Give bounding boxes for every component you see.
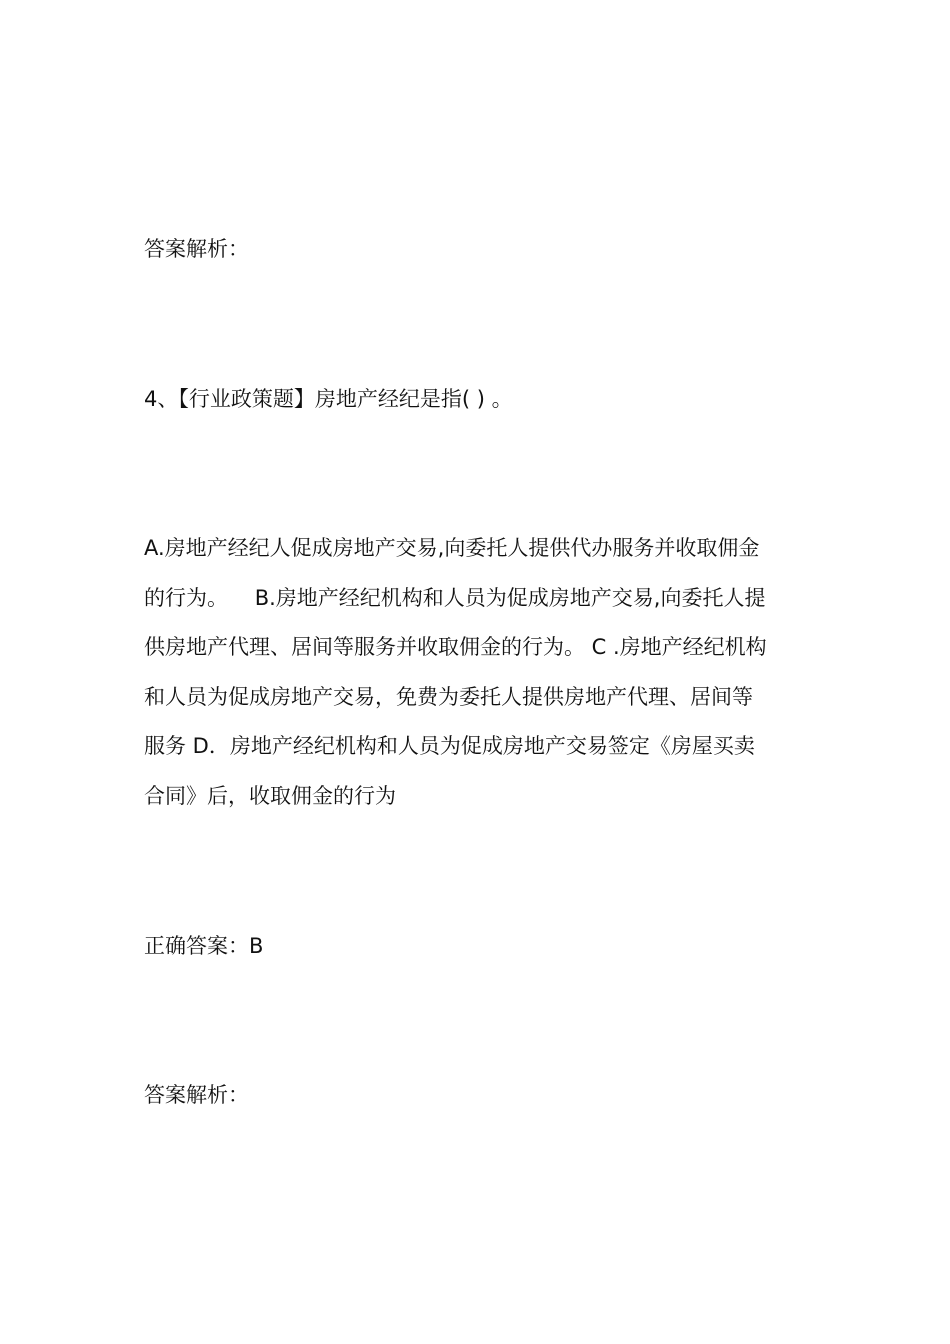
answer-analysis-text: 答案解析： <box>144 237 249 261</box>
options-line-5: 服务 D．房地产经纪机构和人员为促成房地产交易签定《房屋买卖 <box>144 734 755 758</box>
question-stem <box>144 375 809 425</box>
options-line-6: 合同》后，收取佣金的行为 <box>144 783 396 808</box>
options-line-1: A.房地产经纪人促成房地产交易,向委托人提供代办服务并收取佣金 <box>144 536 760 560</box>
correct-answer <box>144 922 809 972</box>
answer-analysis-text-second: 答案解析： <box>144 1083 249 1107</box>
correct-answer-text: 正确答案：B <box>144 934 264 958</box>
options-line-2: 的行为。 B.房地产经纪机构和人员为促成房地产交易,向委托人提 <box>144 585 766 610</box>
answer-options <box>144 524 809 821</box>
answer-analysis-label <box>144 225 809 275</box>
question-text: 4、【行业政策题】房地产经纪是指( ) 。 <box>144 387 513 411</box>
options-line-3: 供房地产代理、居间等服务并收取佣金的行为。 C .房地产经纪机构 <box>144 635 767 659</box>
answer-analysis-label-second <box>144 1071 809 1121</box>
options-line-4: 和人员为促成房地产交易，免费为委托人提供房地产代理、居间等 <box>144 684 753 709</box>
